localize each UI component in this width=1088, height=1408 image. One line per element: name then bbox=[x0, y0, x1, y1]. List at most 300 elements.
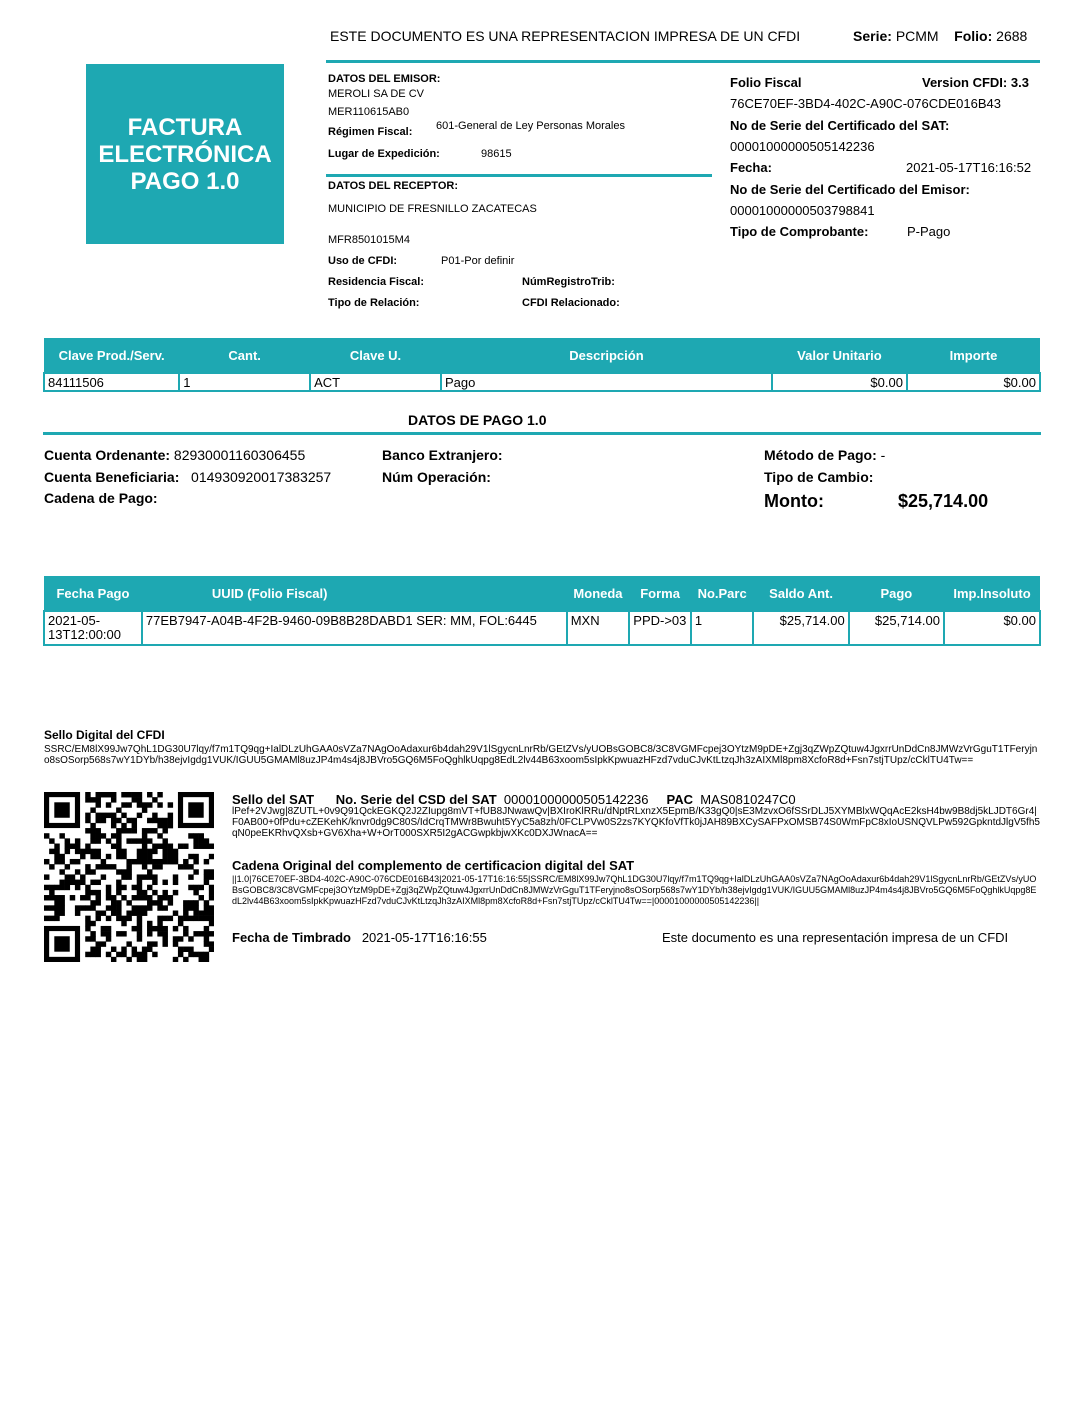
qr-module bbox=[121, 952, 126, 957]
qr-module bbox=[199, 885, 204, 890]
lugar-value: 98615 bbox=[481, 148, 512, 160]
qr-module bbox=[96, 864, 101, 869]
qr-module bbox=[116, 838, 121, 843]
doc-fecha-pago: 2021-05-13T12:00:00 bbox=[44, 611, 142, 645]
qr-module bbox=[209, 895, 214, 900]
tipo-comprobante-value: P-Pago bbox=[907, 224, 951, 239]
qr-module bbox=[101, 926, 106, 931]
qr-module bbox=[80, 895, 85, 900]
qr-module bbox=[54, 885, 59, 890]
qr-module bbox=[90, 833, 95, 838]
qr-module bbox=[126, 792, 131, 797]
qr-module bbox=[116, 910, 121, 915]
logo-line-2: ELECTRÓNICA bbox=[98, 140, 272, 168]
cert-sat-label: No de Serie del Certificado del SAT: bbox=[730, 118, 950, 133]
qr-module bbox=[188, 916, 193, 921]
qr-module bbox=[85, 936, 90, 941]
logo-line-1: FACTURA bbox=[127, 113, 243, 141]
qr-module bbox=[85, 926, 90, 931]
qr-module bbox=[157, 818, 162, 823]
receptor-name: MUNICIPIO DE FRESNILLO ZACATECAS bbox=[328, 203, 537, 215]
fecha-timbrado-value: 2021-05-17T16:16:55 bbox=[361, 930, 487, 945]
qr-module bbox=[152, 864, 157, 869]
qr-module bbox=[157, 833, 162, 838]
qr-module bbox=[204, 874, 209, 879]
qr-module bbox=[44, 885, 49, 890]
qr-module bbox=[106, 792, 111, 797]
qr-module bbox=[90, 823, 95, 828]
qr-module bbox=[162, 916, 167, 921]
qr-module bbox=[116, 849, 121, 854]
qr-module bbox=[173, 936, 178, 941]
qr-module bbox=[54, 905, 59, 910]
qr-module bbox=[111, 792, 116, 797]
qr-module bbox=[168, 818, 173, 823]
qr-module bbox=[65, 864, 70, 869]
qr-module bbox=[75, 905, 80, 910]
qr-module bbox=[193, 885, 198, 890]
qr-module bbox=[49, 916, 54, 921]
qr-module bbox=[137, 926, 142, 931]
qr-module bbox=[152, 952, 157, 957]
qr-module bbox=[173, 880, 178, 885]
qr-module bbox=[209, 869, 214, 874]
qr-module bbox=[96, 900, 101, 905]
qr-module bbox=[147, 921, 152, 926]
qr-module bbox=[70, 895, 75, 900]
qr-module bbox=[132, 797, 137, 802]
qr-module bbox=[209, 916, 214, 921]
qr-module bbox=[111, 895, 116, 900]
qr-module bbox=[183, 916, 188, 921]
table-row bbox=[44, 373, 1040, 391]
concepts-header: Valor Unitario bbox=[772, 338, 907, 373]
qr-module bbox=[199, 910, 204, 915]
qr-module bbox=[126, 859, 131, 864]
qr-module bbox=[126, 864, 131, 869]
fecha-value: 2021-05-17T16:16:52 bbox=[906, 160, 1032, 175]
qr-module bbox=[85, 844, 90, 849]
qr-module bbox=[85, 905, 90, 910]
qr-module bbox=[116, 900, 121, 905]
folio-value: 2688 bbox=[996, 28, 1028, 44]
uso-cfdi-label: Uso de CFDI: bbox=[328, 255, 398, 267]
qr-module bbox=[116, 844, 121, 849]
qr-module bbox=[173, 910, 178, 915]
docs-header: Imp.Insoluto bbox=[944, 576, 1040, 611]
qr-module bbox=[101, 864, 106, 869]
receptor-rfc: MFR8501015M4 bbox=[328, 234, 410, 246]
qr-module bbox=[85, 864, 90, 869]
qr-module bbox=[209, 931, 214, 936]
qr-module bbox=[152, 880, 157, 885]
qr-module bbox=[96, 947, 101, 952]
folio-label: Folio: bbox=[954, 28, 993, 44]
qr-module bbox=[193, 869, 198, 874]
cert-sat-value: 00001000000505142236 bbox=[730, 139, 875, 154]
qr-module bbox=[111, 910, 116, 915]
qr-module bbox=[44, 895, 49, 900]
regimen-value: 601-General de Ley Personas Morales bbox=[436, 120, 625, 132]
qr-module bbox=[116, 931, 121, 936]
qr-module bbox=[178, 864, 183, 869]
doc-moneda: MXN bbox=[567, 611, 630, 645]
qr-module bbox=[75, 880, 80, 885]
concept-cantidad: 1 bbox=[179, 373, 310, 391]
qr-module bbox=[162, 818, 167, 823]
banco-extranjero-label: Banco Extranjero: bbox=[382, 447, 503, 463]
qr-module bbox=[137, 895, 142, 900]
qr-module bbox=[126, 802, 131, 807]
qr-module bbox=[162, 849, 167, 854]
qr-module bbox=[209, 921, 214, 926]
qr-module bbox=[85, 952, 90, 957]
qr-module bbox=[90, 931, 95, 936]
qr-module bbox=[137, 880, 142, 885]
qr-module bbox=[101, 874, 106, 879]
qr-module bbox=[80, 874, 85, 879]
qr-module bbox=[59, 885, 64, 890]
qr-module bbox=[90, 947, 95, 952]
qr-module bbox=[80, 880, 85, 885]
qr-module bbox=[90, 838, 95, 843]
qr-module bbox=[168, 802, 173, 807]
qr-module bbox=[204, 926, 209, 931]
qr-module bbox=[142, 802, 147, 807]
qr-module bbox=[59, 910, 64, 915]
qr-module bbox=[204, 859, 209, 864]
tipo-comprobante-label: Tipo de Comprobante: bbox=[730, 224, 869, 239]
fecha-label: Fecha: bbox=[730, 160, 772, 175]
qr-module bbox=[106, 885, 111, 890]
qr-module bbox=[157, 823, 162, 828]
invoice-logo bbox=[86, 64, 284, 244]
qr-module bbox=[101, 910, 106, 915]
qr-module bbox=[90, 797, 95, 802]
cuenta-beneficiaria-label: Cuenta Beneficiaria: bbox=[44, 469, 180, 485]
qr-module bbox=[121, 849, 126, 854]
qr-module bbox=[142, 864, 147, 869]
qr-module bbox=[106, 864, 111, 869]
qr-module bbox=[147, 926, 152, 931]
pago-divider bbox=[43, 432, 1041, 435]
qr-module bbox=[90, 807, 95, 812]
qr-module bbox=[121, 885, 126, 890]
qr-module bbox=[126, 869, 131, 874]
qr-module bbox=[137, 859, 142, 864]
qr-module bbox=[96, 813, 101, 818]
qr-module bbox=[162, 931, 167, 936]
qr-module bbox=[178, 936, 183, 941]
qr-module bbox=[147, 792, 152, 797]
concept-clave-unidad: ACT bbox=[310, 373, 441, 391]
qr-module bbox=[199, 895, 204, 900]
qr-module bbox=[59, 833, 64, 838]
qr-module bbox=[85, 818, 90, 823]
qr-module bbox=[96, 797, 101, 802]
qr-module bbox=[116, 833, 121, 838]
qr-module bbox=[75, 838, 80, 843]
csd-label: No. Serie del CSD del SAT bbox=[335, 792, 497, 807]
qr-module bbox=[147, 859, 152, 864]
qr-module bbox=[54, 916, 59, 921]
qr-module bbox=[96, 880, 101, 885]
sat-header bbox=[232, 792, 796, 807]
qr-module bbox=[137, 849, 142, 854]
qr-module bbox=[147, 838, 152, 843]
qr-module bbox=[101, 859, 106, 864]
qr-module bbox=[132, 838, 137, 843]
qr-module bbox=[121, 874, 126, 879]
qr-module bbox=[132, 895, 137, 900]
qr-module bbox=[199, 916, 204, 921]
docs-header: UUID (Folio Fiscal) bbox=[142, 576, 567, 611]
qr-module bbox=[90, 880, 95, 885]
qr-module bbox=[152, 844, 157, 849]
qr-module bbox=[142, 874, 147, 879]
qr-module bbox=[152, 849, 157, 854]
qr-module bbox=[106, 905, 111, 910]
qr-module bbox=[90, 905, 95, 910]
cert-emisor-label: No de Serie del Certificado del Emisor: bbox=[730, 182, 970, 197]
qr-module bbox=[121, 828, 126, 833]
qr-module bbox=[85, 921, 90, 926]
qr-module bbox=[142, 833, 147, 838]
cert-emisor-value: 00001000000503798841 bbox=[730, 203, 875, 218]
qr-module bbox=[137, 952, 142, 957]
qr-module bbox=[121, 931, 126, 936]
doc-uuid: 77EB7947-A04B-4F2B-9460-09B8B28DABD1 SER: MM, FOL:6445 bbox=[142, 611, 567, 645]
qr-module bbox=[157, 859, 162, 864]
qr-module bbox=[142, 844, 147, 849]
qr-module bbox=[178, 952, 183, 957]
qr-module bbox=[90, 869, 95, 874]
qr-module bbox=[132, 910, 137, 915]
qr-module bbox=[183, 864, 188, 869]
qr-module bbox=[101, 818, 106, 823]
qr-module bbox=[188, 802, 203, 817]
qr-module bbox=[178, 916, 183, 921]
qr-module bbox=[132, 828, 137, 833]
qr-module bbox=[111, 947, 116, 952]
qr-module bbox=[49, 838, 54, 843]
serie-label: Serie: bbox=[853, 28, 892, 44]
qr-module bbox=[137, 916, 142, 921]
fecha-timbrado-label: Fecha de Timbrado bbox=[232, 930, 351, 945]
qr-module bbox=[162, 828, 167, 833]
qr-module bbox=[121, 813, 126, 818]
qr-module bbox=[142, 910, 147, 915]
qr-module bbox=[54, 854, 59, 859]
qr-module bbox=[199, 838, 204, 843]
qr-module bbox=[173, 874, 178, 879]
qr-module bbox=[183, 900, 188, 905]
qr-module bbox=[193, 952, 198, 957]
qr-module bbox=[199, 833, 204, 838]
qr-module bbox=[204, 869, 209, 874]
concepts-header: Clave Prod./Serv. bbox=[44, 338, 179, 373]
qr-module bbox=[49, 890, 54, 895]
qr-module bbox=[121, 869, 126, 874]
sello-sat-label: Sello del SAT bbox=[232, 792, 315, 807]
monto-value: $25,714.00 bbox=[898, 491, 989, 511]
qr-module bbox=[152, 874, 157, 879]
qr-module bbox=[204, 941, 209, 946]
qr-module bbox=[162, 838, 167, 843]
qr-module bbox=[54, 802, 69, 817]
qr-module bbox=[142, 905, 147, 910]
qr-module bbox=[193, 859, 198, 864]
qr-module bbox=[173, 957, 178, 962]
qr-module bbox=[142, 890, 147, 895]
qr-module bbox=[126, 957, 131, 962]
cadena-original-value: ||1.0|76CE70EF-3BD4-402C-A90C-076CDE016B43|2021-05-17T16:16:55|SSRC/EM8lX99Jw7QhL1DG30U7lqy/f7m1TQ9qg+IalDLzUhGAA0sVZa7NAgOoAdaxur6b4dah29V1lSgycnLnrRb/GEtZVs/yUOBsGOBC8/3C8VGMFcpej3OYtzM9pDE+Zgj3qZWpZQtuw4JgxrrUnDdCn8JMWzVrGguT1TFeryjno8sOSorp568s7wY1DYb/h38ejvIgdg1VUK/IGUU5GMAMl8uzJP4m4s4j8JBVro5GQ6M5FoQghlkUqpg8EdL2lv44B63xoom5sIpkKpwuazHFzd7vduCJvKtLtzqJh3zAIXMl8pm8XcfoR8d+Fsn7stjTUpz/cCklTU4Tw==|00001000000505142236|| bbox=[232, 874, 1037, 906]
qr-module bbox=[121, 895, 126, 900]
qr-module bbox=[96, 818, 101, 823]
cfdi-relacionado-label: CFDI Relacionado: bbox=[522, 297, 620, 309]
qr-module bbox=[85, 869, 90, 874]
qr-module bbox=[209, 844, 214, 849]
qr-module bbox=[199, 957, 204, 962]
qr-module bbox=[168, 854, 173, 859]
numregistro-label: NúmRegistroTrib: bbox=[522, 276, 615, 288]
qr-module bbox=[54, 859, 59, 864]
qr-module bbox=[132, 818, 137, 823]
qr-module bbox=[142, 895, 147, 900]
tipo-relacion-label: Tipo de Relación: bbox=[328, 297, 420, 309]
qr-module bbox=[75, 910, 80, 915]
qr-module bbox=[152, 797, 157, 802]
emisor-rfc: MER110615AB0 bbox=[328, 106, 410, 118]
table-row bbox=[44, 611, 1040, 645]
qr-module bbox=[168, 813, 173, 818]
qr-module bbox=[54, 910, 59, 915]
qr-module bbox=[173, 941, 178, 946]
qr-module bbox=[132, 905, 137, 910]
folio-fiscal-value: 76CE70EF-3BD4-402C-A90C-076CDE016B43 bbox=[730, 96, 1001, 111]
concept-clave: 84111506 bbox=[44, 373, 179, 391]
qr-module bbox=[49, 905, 54, 910]
qr-module bbox=[126, 828, 131, 833]
qr-module bbox=[121, 921, 126, 926]
residencia-label: Residencia Fiscal: bbox=[328, 276, 424, 288]
qr-module bbox=[44, 874, 49, 879]
qr-module bbox=[106, 926, 111, 931]
qr-module bbox=[147, 900, 152, 905]
qr-module bbox=[142, 859, 147, 864]
qr-module bbox=[65, 880, 70, 885]
qr-module bbox=[162, 941, 167, 946]
qr-module bbox=[90, 900, 95, 905]
qr-module bbox=[126, 941, 131, 946]
qr-module bbox=[101, 813, 106, 818]
concepts-table bbox=[43, 338, 1041, 392]
qr-module bbox=[168, 823, 173, 828]
qr-module bbox=[116, 905, 121, 910]
qr-module bbox=[188, 905, 193, 910]
qr-module bbox=[209, 905, 214, 910]
qr-module bbox=[152, 828, 157, 833]
qr-module bbox=[80, 905, 85, 910]
qr-module bbox=[193, 931, 198, 936]
qr-module bbox=[75, 844, 80, 849]
qr-module bbox=[59, 895, 64, 900]
qr-module bbox=[137, 885, 142, 890]
doc-saldo-ant: $25,714.00 bbox=[753, 611, 848, 645]
qr-module bbox=[147, 802, 152, 807]
qr-module bbox=[152, 859, 157, 864]
qr-module bbox=[59, 869, 64, 874]
qr-module bbox=[188, 885, 193, 890]
qr-module bbox=[96, 916, 101, 921]
lugar-label: Lugar de Expedición: bbox=[328, 148, 440, 160]
qr-module bbox=[204, 838, 209, 843]
qr-module bbox=[162, 823, 167, 828]
qr-module bbox=[147, 854, 152, 859]
metodo-pago-value: - bbox=[880, 447, 886, 463]
qr-module bbox=[209, 874, 214, 879]
qr-module bbox=[152, 900, 157, 905]
qr-module bbox=[65, 874, 70, 879]
qr-module bbox=[183, 947, 188, 952]
qr-module bbox=[137, 838, 142, 843]
qr-module bbox=[59, 854, 64, 859]
qr-module bbox=[116, 916, 121, 921]
qr-module bbox=[49, 895, 54, 900]
qr-module bbox=[142, 838, 147, 843]
qr-module bbox=[142, 854, 147, 859]
qr-module bbox=[157, 916, 162, 921]
qr-module bbox=[188, 900, 193, 905]
qr-module bbox=[126, 900, 131, 905]
qr-module bbox=[85, 813, 90, 818]
qr-module bbox=[96, 838, 101, 843]
qr-module bbox=[59, 900, 64, 905]
qr-module bbox=[168, 859, 173, 864]
qr-module bbox=[147, 905, 152, 910]
monto-label: Monto: bbox=[764, 491, 824, 511]
qr-module bbox=[70, 859, 75, 864]
qr-module bbox=[111, 864, 116, 869]
qr-module bbox=[85, 895, 90, 900]
docs-header-row bbox=[44, 576, 1040, 611]
qr-module bbox=[137, 802, 142, 807]
qr-module bbox=[85, 916, 90, 921]
qr-module bbox=[147, 874, 152, 879]
qr-module bbox=[106, 936, 111, 941]
qr-module bbox=[183, 957, 188, 962]
qr-module bbox=[142, 952, 147, 957]
qr-module bbox=[188, 936, 193, 941]
qr-module bbox=[132, 792, 137, 797]
cuenta-ordenante bbox=[44, 447, 305, 463]
qr-module bbox=[162, 854, 167, 859]
qr-module bbox=[59, 880, 64, 885]
qr-module bbox=[183, 931, 188, 936]
qr-module bbox=[96, 952, 101, 957]
qr-module bbox=[85, 797, 90, 802]
doc-imp-insoluto: $0.00 bbox=[944, 611, 1040, 645]
qr-module bbox=[188, 864, 193, 869]
version-cfdi: Version CFDI: 3.3 bbox=[922, 75, 1029, 90]
qr-module bbox=[111, 797, 116, 802]
qr-code bbox=[44, 792, 214, 962]
qr-module bbox=[96, 910, 101, 915]
qr-module bbox=[116, 854, 121, 859]
qr-module bbox=[199, 931, 204, 936]
docs-header: Pago bbox=[849, 576, 944, 611]
qr-module bbox=[116, 952, 121, 957]
